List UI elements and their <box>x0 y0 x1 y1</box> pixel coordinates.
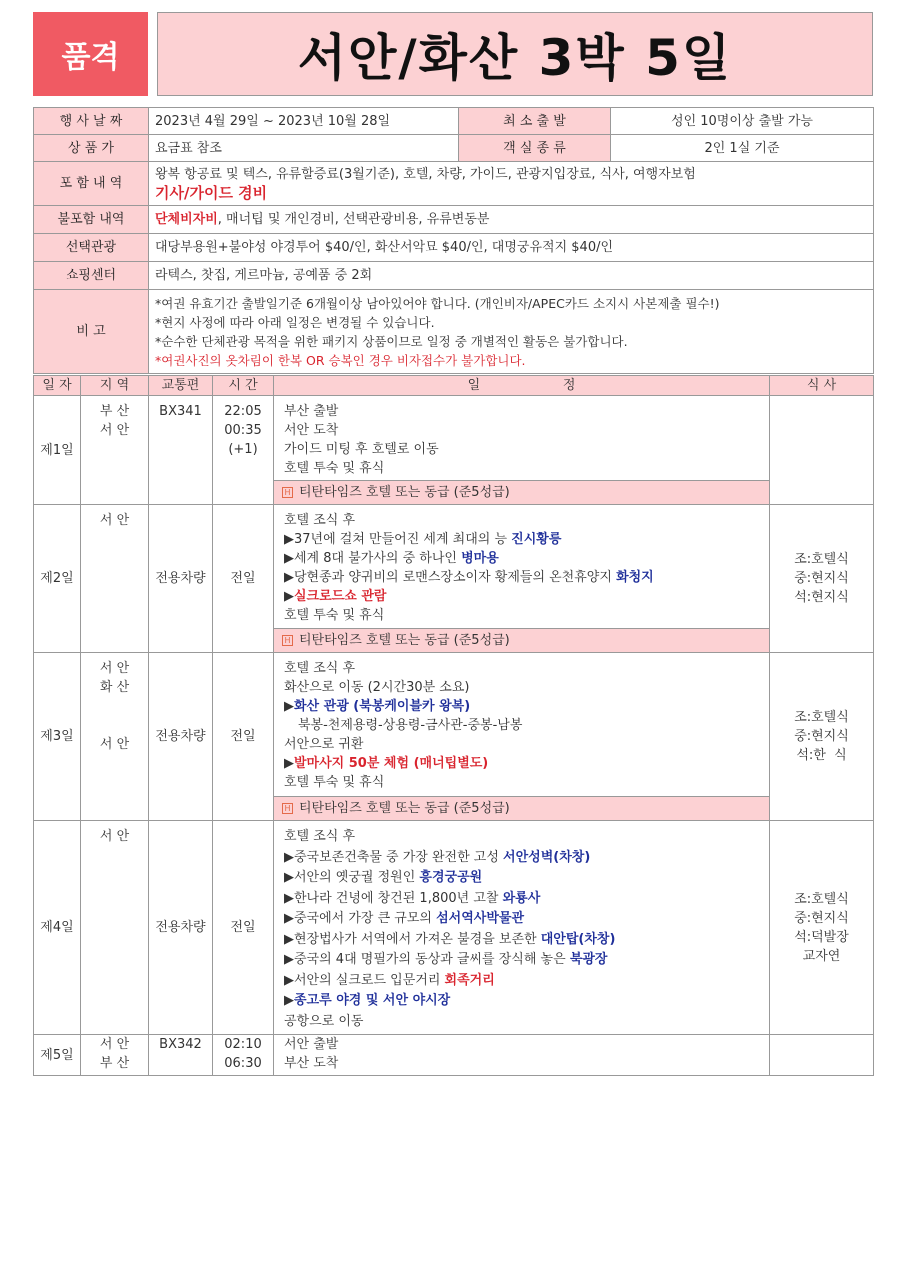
table-row <box>34 1035 874 1076</box>
note-3: *순수한 단체관광 목적을 위한 패키지 상품이므로 일정 중 개별적인 활동은 불가합니다. <box>155 333 628 349</box>
region-text: 화 산 <box>99 680 130 695</box>
plan-line: 호텔 투숙 및 휴식 <box>284 608 385 623</box>
plan-text: ▶ <box>284 589 294 604</box>
day-2-region <box>81 505 149 653</box>
hotel-text: 티탄타임즈 호텔 또는 동급 (준5성급) <box>299 633 510 648</box>
day-3-label: 제3일 <box>34 653 81 821</box>
day-2-transport: 전용차량 <box>149 505 213 653</box>
day-4-transport: 전용차량 <box>149 821 213 1035</box>
header <box>33 12 873 96</box>
plan-line: 북봉-천제용령-상용령-금사관-중봉-남봉 <box>298 718 523 733</box>
day-1-transport: BX341 <box>149 396 213 505</box>
day-1-label: 제1일 <box>34 396 81 505</box>
hotel-icon: H <box>282 803 293 814</box>
plan-text: ▶37년에 걸쳐 만들어진 세계 최대의 능 <box>284 532 512 547</box>
shopping-label: 쇼핑센터 <box>34 262 149 290</box>
region-text: 서 안 <box>99 829 130 844</box>
day-4-label: 제4일 <box>34 821 81 1035</box>
day-5-region <box>81 1035 149 1076</box>
plan-line: 서안으로 귀환 <box>284 737 364 752</box>
included-text: 왕복 항공료 및 텍스, 유류할증료(3월기준), 호텔, 차량, 가이드, 관광지입장료, 식사, 여행자보험 <box>155 166 696 182</box>
day-3-time: 전일 <box>213 653 274 821</box>
plan-line: 호텔 조식 후 <box>284 661 356 676</box>
day-4-plan <box>274 821 770 1035</box>
plan-highlight: 대안탑(차창) <box>540 931 616 947</box>
header-transport: 교통편 <box>149 376 213 396</box>
room-value: 2인 1실 기준 <box>611 135 874 162</box>
plan-line <box>284 868 761 889</box>
hotel-icon: H <box>282 487 293 498</box>
time-text: 06:30 <box>224 1056 262 1071</box>
optional-tour-value: 대당부용원+불야성 야경투어 $40/인, 화산서악묘 $40/인, 대명궁유적지 $40/인 <box>149 234 874 262</box>
plan-line <box>284 991 761 1012</box>
plan-line: 서안 도착 <box>284 423 339 438</box>
plan-highlight: 서안성벽(차창) <box>503 849 591 865</box>
plan-highlight: 회족거리 <box>444 972 495 988</box>
plan-line: 화산으로 이동 (2시간30분 소요) <box>284 680 470 695</box>
plan-text: ▶ <box>284 993 294 1008</box>
price-label: 상 품 가 <box>34 135 149 162</box>
region-text: 부 산 <box>99 404 130 419</box>
meal-text: 석:현지식 <box>794 590 849 605</box>
plan-line <box>284 549 761 568</box>
plan-line <box>284 568 761 587</box>
plan-highlight: 발마사지 50분 체험 (매너팁별도) <box>294 756 489 771</box>
table-row <box>34 505 874 629</box>
day-4-meal <box>770 821 874 1035</box>
header-meal: 식 사 <box>770 376 874 396</box>
plan-highlight: 흥경궁공원 <box>419 870 483 885</box>
meal-text: 조:호텔식 <box>794 710 849 725</box>
meal-text: 석:한 식 <box>796 748 847 763</box>
day-2-label: 제2일 <box>34 505 81 653</box>
plan-line <box>284 587 761 606</box>
excluded-label: 불포함 내역 <box>34 206 149 234</box>
plan-highlight: 진시황릉 <box>511 532 562 547</box>
plan-text: ▶현장법사가 서역에서 가져온 불경을 보존한 <box>284 931 541 947</box>
plan-text: ▶ <box>284 699 294 714</box>
header-time: 시 간 <box>213 376 274 396</box>
region-text: 서 안 <box>99 737 130 752</box>
plan-highlight: 북광장 <box>569 952 608 967</box>
plan-line <box>284 971 761 992</box>
plan-line <box>284 697 761 716</box>
excluded-value <box>149 206 874 234</box>
day-5-time <box>213 1035 274 1076</box>
day-3-meal <box>770 653 874 821</box>
meal-text: 중:현지식 <box>794 910 849 926</box>
plan-text: ▶중국보존건축물 중 가장 완전한 고성 <box>284 849 504 865</box>
day-5-transport: BX342 <box>149 1035 213 1076</box>
time-text: 22:05 <box>224 404 262 419</box>
plan-text: ▶한나라 건녕에 창건된 1,800년 고찰 <box>284 890 503 906</box>
plan-line <box>284 950 761 971</box>
day-3-transport: 전용차량 <box>149 653 213 821</box>
page-title: 서안/화산 3박 5일 <box>157 12 873 96</box>
plan-highlight: 병마용 <box>461 551 499 566</box>
day-1-hotel <box>274 481 770 505</box>
day-5-plan <box>274 1035 770 1076</box>
hotel-text: 티탄타임즈 호텔 또는 동급 (준5성급) <box>299 801 510 816</box>
grade-badge: 품격 <box>33 12 148 96</box>
plan-highlight: 실크로드쇼 관람 <box>294 589 387 604</box>
plan-line: 부산 도착 <box>284 1056 339 1071</box>
date-label: 행 사 날 짜 <box>34 108 149 135</box>
time-text: (+1) <box>228 442 258 457</box>
day-4-time: 전일 <box>213 821 274 1035</box>
plan-line <box>284 930 761 951</box>
notes-value <box>149 290 874 374</box>
plan-highlight: 화청지 <box>616 570 654 585</box>
plan-text: ▶ <box>284 756 294 771</box>
room-label: 객 실 종 류 <box>459 135 611 162</box>
plan-line: 호텔 조식 후 <box>284 513 356 528</box>
meal-text: 중:현지식 <box>794 729 849 744</box>
header-day: 일 자 <box>34 376 81 396</box>
meal-text: 조:호텔식 <box>794 552 849 567</box>
region-text: 부 산 <box>99 1056 130 1071</box>
table-row <box>34 821 874 1035</box>
shopping-value: 라텍스, 찻집, 게르마늄, 공예품 중 2회 <box>149 262 874 290</box>
note-visa-warning: *여권사진의 옷차림이 한복 OR 승복인 경우 비자접수가 불가합니다. <box>155 352 526 368</box>
plan-line <box>284 754 761 773</box>
included-label: 포 함 내 역 <box>34 162 149 206</box>
region-text: 서 안 <box>99 1037 130 1052</box>
plan-text: ▶세계 8대 불가사의 중 하나인 <box>284 551 462 566</box>
hotel-text: 티탄타임즈 호텔 또는 동급 (준5성급) <box>299 485 510 500</box>
min-departure-value: 성인 10명이상 출발 가능 <box>611 108 874 135</box>
plan-line: 서안 출발 <box>284 1037 339 1052</box>
meal-text: 중:현지식 <box>794 571 849 586</box>
info-table <box>33 107 874 374</box>
plan-highlight: 종고루 야경 및 서안 야시장 <box>294 993 451 1008</box>
day-3-region <box>81 653 149 821</box>
notes-label: 비 고 <box>34 290 149 374</box>
plan-line: 호텔 투숙 및 휴식 <box>284 461 385 476</box>
plan-text: ▶중국의 4대 명필가의 동상과 글씨를 장식해 놓은 <box>284 952 570 967</box>
plan-line: 부산 출발 <box>284 404 339 419</box>
day-2-plan <box>274 505 770 629</box>
day-1-region <box>81 396 149 505</box>
plan-text: ▶서안의 옛궁궐 정원인 <box>284 870 420 885</box>
plan-line: 호텔 투숙 및 휴식 <box>284 775 385 790</box>
included-value <box>149 162 874 206</box>
day-1-plan <box>274 396 770 481</box>
day-1-meal <box>770 396 874 505</box>
day-3-hotel <box>274 797 770 821</box>
plan-text: ▶서안의 실크로드 입문거리 <box>284 972 445 988</box>
day-2-meal <box>770 505 874 653</box>
price-value: 요금표 참조 <box>149 135 459 162</box>
plan-line: 공항으로 이동 <box>284 1013 364 1029</box>
plan-highlight: 섬서역사박물관 <box>436 911 525 926</box>
day-1-time <box>213 396 274 505</box>
region-text: 서 안 <box>99 513 130 528</box>
plan-highlight: 화산 관광 (북봉케이블카 왕복) <box>294 699 471 714</box>
note-2: *현지 사정에 따라 아래 일정은 변경될 수 있습니다. <box>155 314 435 330</box>
plan-text: ▶당현종과 양귀비의 로맨스장소이자 황제들의 온천휴양지 <box>284 570 617 585</box>
plan-line: 호텔 조식 후 <box>284 829 356 844</box>
header-region: 지 역 <box>81 376 149 396</box>
day-5-label: 제5일 <box>34 1035 81 1076</box>
schedule-table <box>33 375 874 1076</box>
plan-line <box>284 848 761 869</box>
region-text: 서 안 <box>99 661 130 676</box>
day-2-hotel <box>274 629 770 653</box>
time-text: 00:35 <box>224 423 262 438</box>
plan-line <box>284 530 761 549</box>
plan-text: ▶중국에서 가장 큰 규모의 <box>284 911 437 926</box>
region-text: 서 안 <box>99 423 130 438</box>
hotel-icon: H <box>282 635 293 646</box>
date-value: 2023년 4월 29일 ~ 2023년 10월 28일 <box>149 108 459 135</box>
time-text: 02:10 <box>224 1037 262 1052</box>
min-departure-label: 최 소 출 발 <box>459 108 611 135</box>
day-4-region <box>81 821 149 1035</box>
table-row <box>34 396 874 481</box>
header-plan: 일 정 <box>274 376 770 396</box>
excluded-text: , 매너팁 및 개인경비, 선택관광비용, 유류변동분 <box>217 212 490 227</box>
day-2-time: 전일 <box>213 505 274 653</box>
note-1: *여권 유효기간 출발일기준 6개월이상 남아있어야 합니다. (개인비자/APEC카드 소지시 사본제출 필수!) <box>155 295 720 311</box>
day-5-meal <box>770 1035 874 1076</box>
meal-text: 조:호텔식 <box>794 891 849 907</box>
plan-line <box>284 909 761 930</box>
schedule-header-row <box>34 376 874 396</box>
plan-highlight: 와룡사 <box>502 890 541 906</box>
meal-text: 교자연 <box>802 948 841 964</box>
visa-fee-highlight: 단체비자비 <box>155 212 218 227</box>
optional-tour-label: 선택관광 <box>34 234 149 262</box>
day-3-plan <box>274 653 770 797</box>
included-extra: 기사/가이드 경비 <box>155 183 268 202</box>
meal-text: 석:덕발장 <box>794 929 849 945</box>
plan-line <box>284 889 761 910</box>
plan-line: 가이드 미팅 후 호텔로 이동 <box>284 442 439 457</box>
table-row <box>34 653 874 797</box>
